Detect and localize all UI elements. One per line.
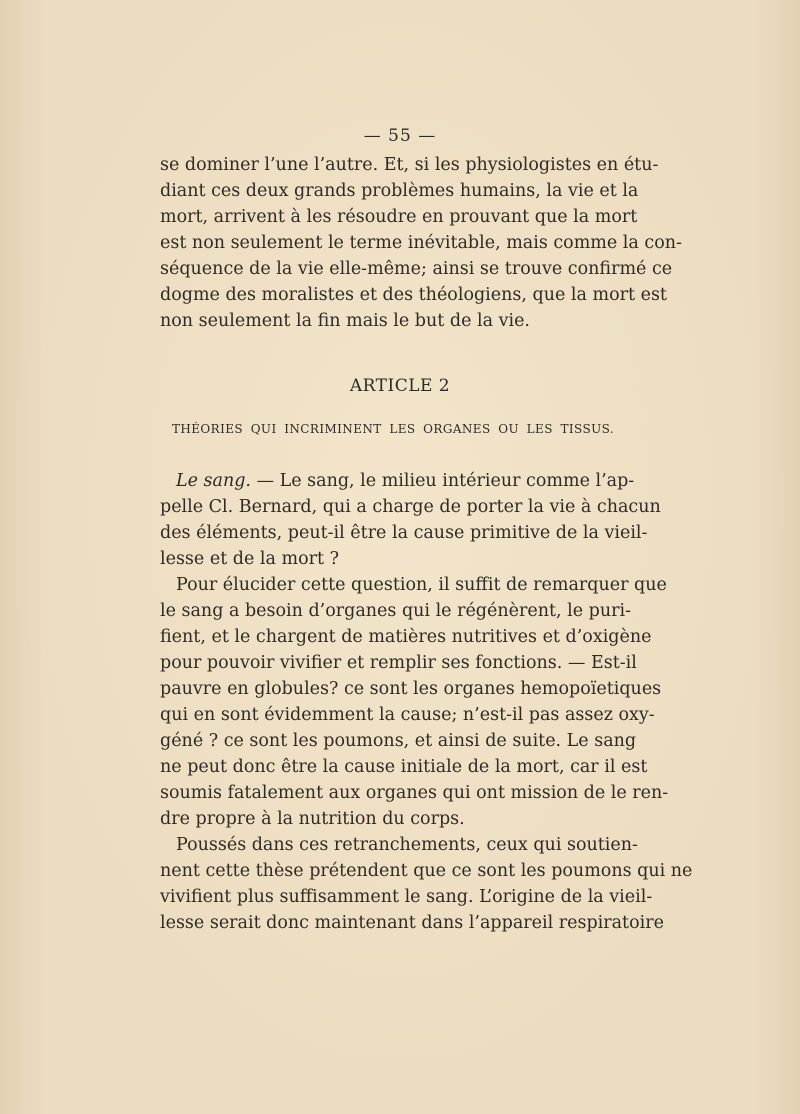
text-line: lesse serait donc maintenant dans l’appareil respiratoire bbox=[160, 913, 664, 933]
text-line: diant ces deux grands problèmes humains, la vie et la bbox=[160, 181, 639, 201]
text-line: pauvre en globules? ce sont les organes hemopoïetiques bbox=[160, 679, 662, 699]
text-line: le sang a besoin d’organes qui le régénèrent, le puri- bbox=[160, 601, 632, 621]
body-text bbox=[160, 468, 693, 936]
text-line: pelle Cl. Bernard, qui a charge de porter la vie à chacun bbox=[160, 497, 661, 517]
text-line: dogme des moralistes et des théologiens, que la mort est bbox=[160, 285, 667, 305]
text-line: se dominer l’une l’autre. Et, si les physiologistes en étu- bbox=[160, 155, 659, 175]
text-line: nent cette thèse prétendent que ce sont les poumons qui ne bbox=[160, 861, 693, 881]
text-line: fient, et le chargent de matières nutritives et d’oxigène bbox=[160, 627, 652, 647]
text-line: lesse et de la mort ? bbox=[160, 549, 339, 569]
text-line: des éléments, peut-il être la cause primitive de la vieil- bbox=[160, 523, 648, 543]
text-line: mort, arrivent à les résoudre en prouvant que la mort bbox=[160, 207, 638, 227]
italic-lead: Le sang. bbox=[176, 471, 251, 491]
paragraph-2-first-line bbox=[160, 468, 635, 494]
text-line: Poussés dans ces retranchements, ceux qui soutien- bbox=[176, 835, 638, 855]
text-line: pour pouvoir vivifier et remplir ses fonctions. — Est-il bbox=[160, 653, 637, 673]
text-line: Pour élucider cette question, il suffit de remarquer que bbox=[176, 575, 667, 595]
article-heading: ARTICLE 2 bbox=[349, 376, 451, 396]
text-line: vivifient plus suffisamment le sang. L’origine de la vieil- bbox=[160, 887, 653, 907]
text-line: soumis fatalement aux organes qui ont mission de le ren- bbox=[160, 783, 669, 803]
text-line: ne peut donc être la cause initiale de la mort, car il est bbox=[160, 757, 648, 777]
first-line-rest: — Le sang, le milieu intérieur comme l’ap- bbox=[251, 471, 635, 491]
paragraph-1 bbox=[160, 152, 682, 334]
section-title: THÉORIES QUI INCRIMINENT LES ORGANES OU LES TISSUS. bbox=[172, 422, 614, 436]
page-number: — 55 — bbox=[363, 126, 437, 146]
text-line: est non seulement le terme inévitable, mais comme la con- bbox=[160, 233, 682, 253]
text-line: géné ? ce sont les poumons, et ainsi de suite. Le sang bbox=[160, 731, 637, 751]
text-line: qui en sont évidemment la cause; n’est-il pas assez oxy- bbox=[160, 705, 655, 725]
text-line: dre propre à la nutrition du corps. bbox=[160, 809, 465, 829]
text-line: séquence de la vie elle-même; ainsi se trouve confirmé ce bbox=[160, 259, 673, 279]
text-line: non seulement la fin mais le but de la vie. bbox=[160, 311, 530, 331]
